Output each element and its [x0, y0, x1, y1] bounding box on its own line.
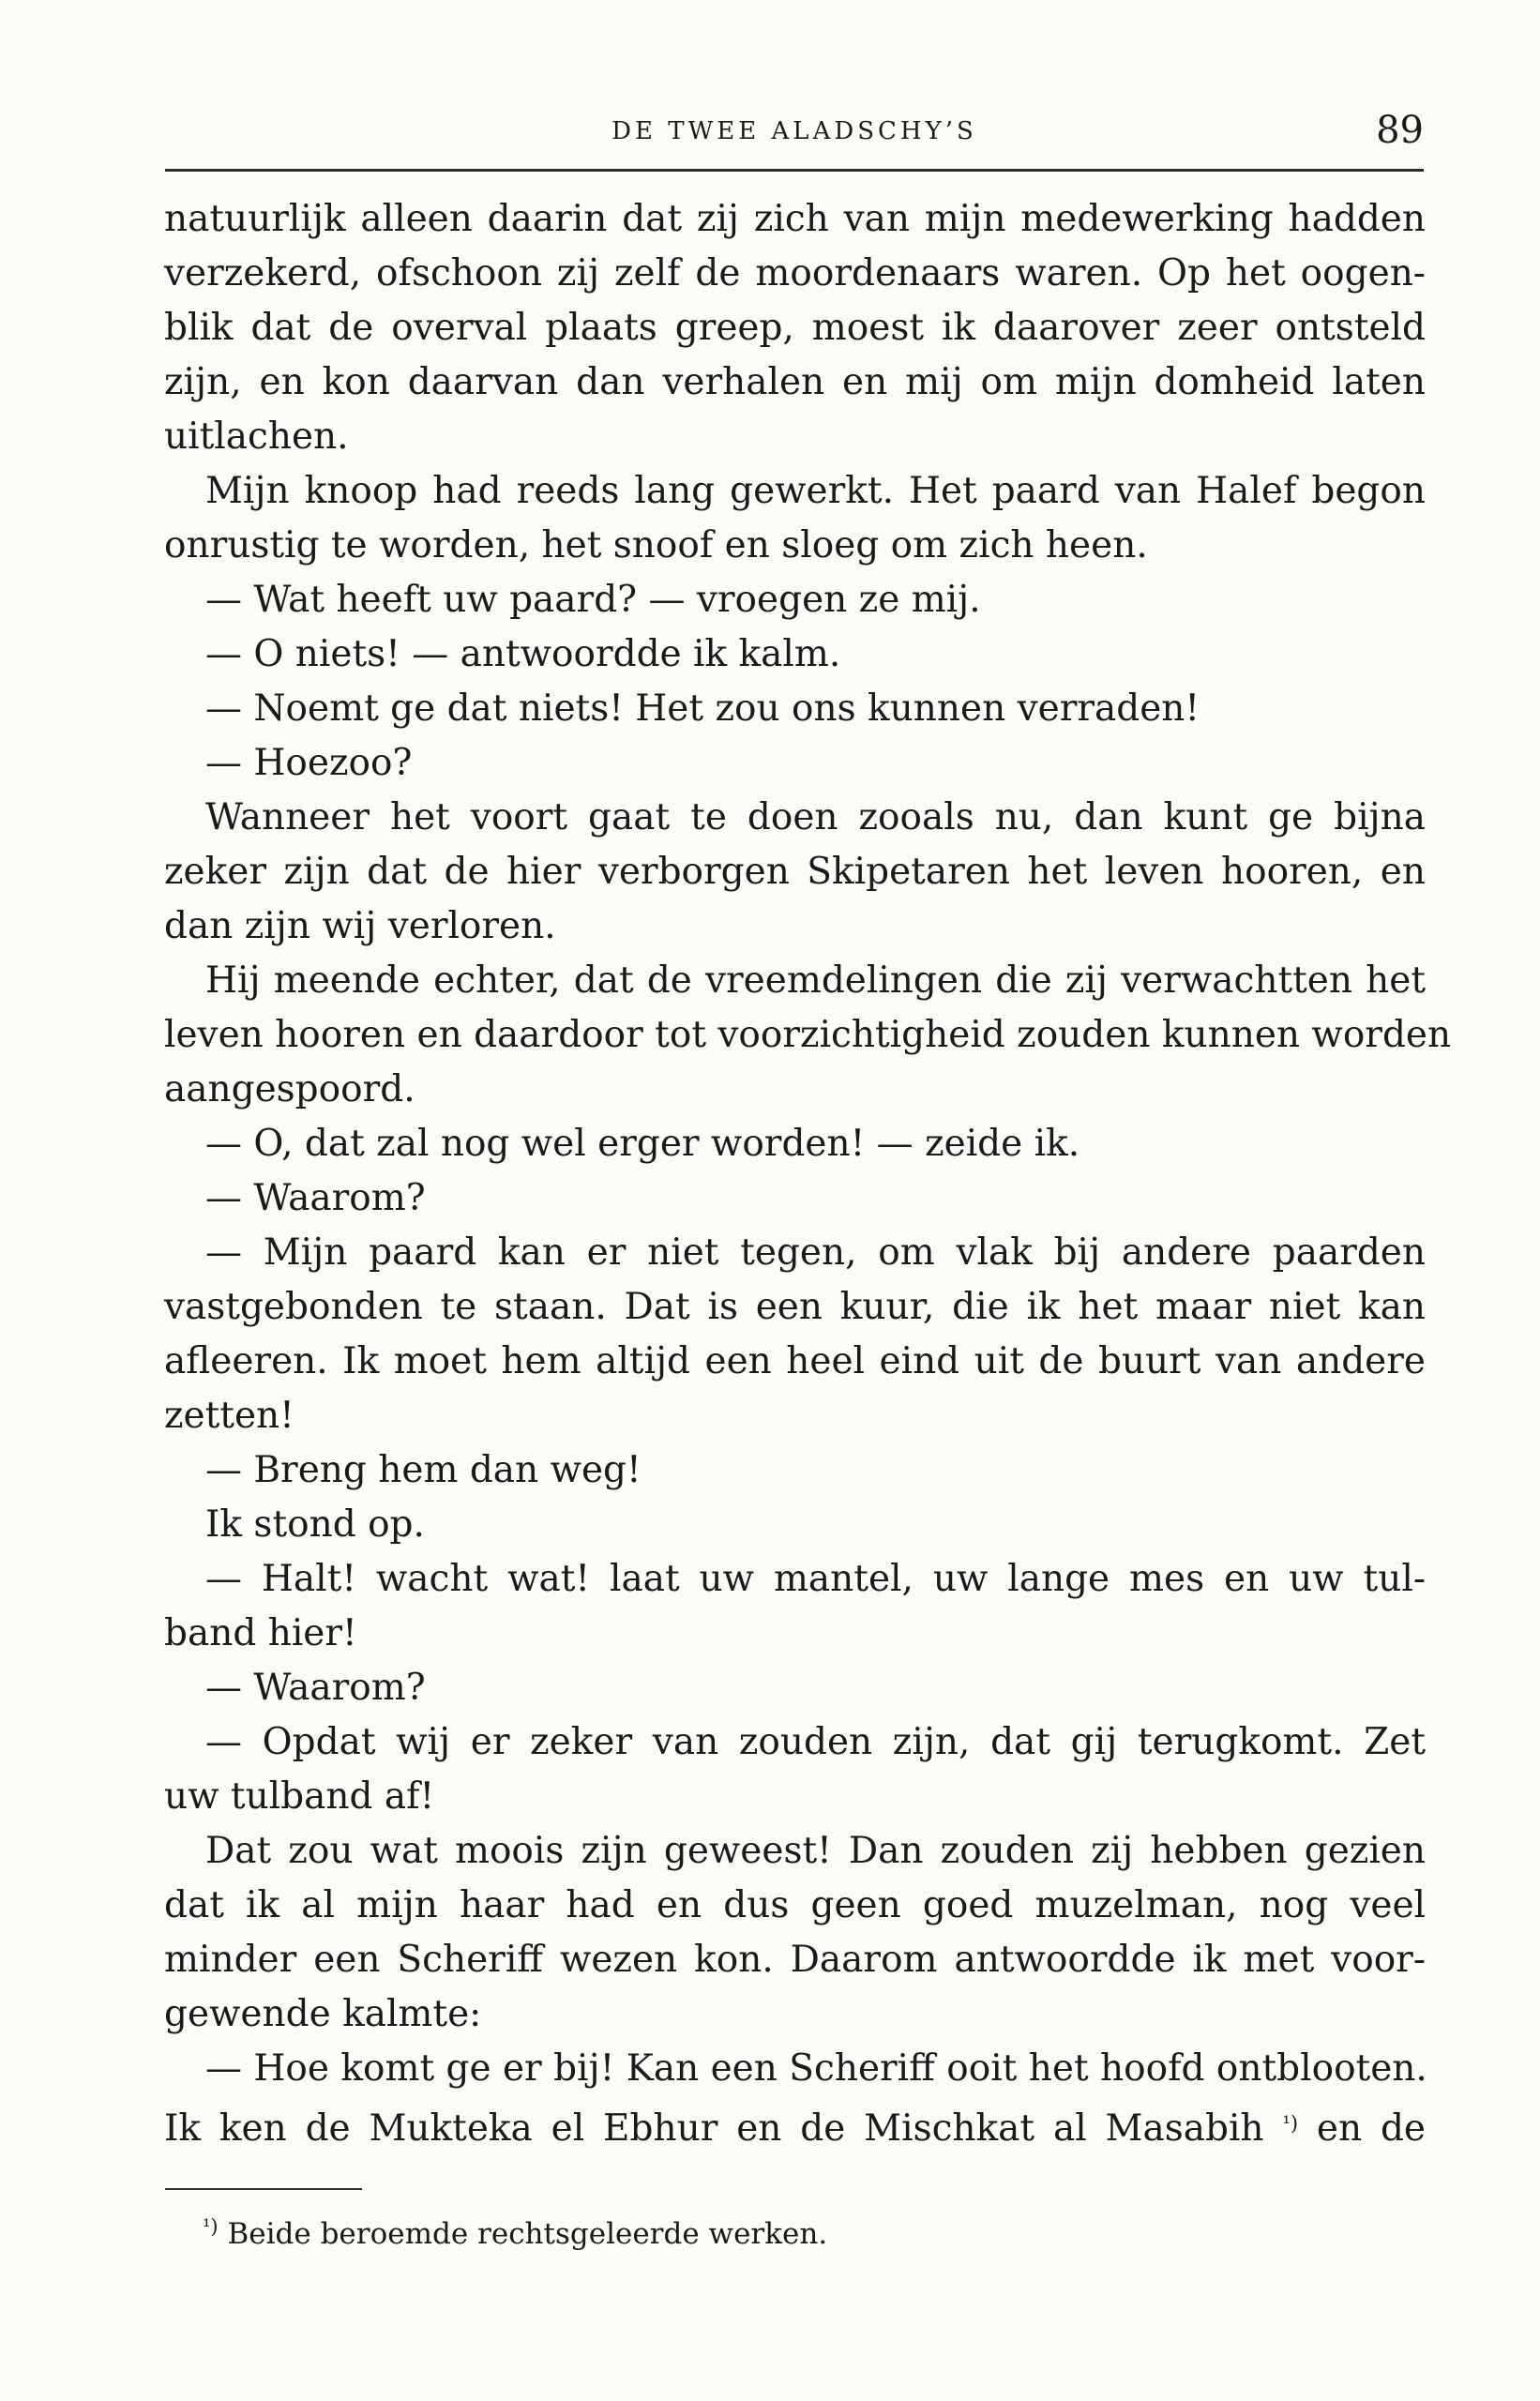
text-line: afleeren. Ik moet hem altijd een heel eind uit de buurt van andere [164, 1340, 1426, 1382]
text-line-with-footnote-ref [164, 2096, 1426, 2151]
text-line: — Halt! wacht wat! laat uw mantel, uw lange mes en uw tul- [205, 1558, 1426, 1600]
page-header [165, 111, 1424, 167]
footnote-rule [165, 2188, 362, 2190]
footnote-text: Beide beroemde rechtsgeleerde werken. [227, 2217, 828, 2251]
footnote-reference: ¹) [1282, 2112, 1299, 2135]
header-rule [165, 169, 1424, 172]
text-line: — O, dat zal nog wel erger worden! — zeide ik. [205, 1123, 1080, 1165]
text-line: — Waarom? [205, 1667, 426, 1709]
text-line: verzekerd, ofschoon zij zelf de moordenaars waren. Op het oogen- [164, 252, 1426, 294]
text-line: — Opdat wij er zeker van zouden zijn, dat gij terugkomt. Zet [205, 1721, 1426, 1763]
text-line: blik dat de overval plaats greep, moest ik daarover zeer ontsteld [164, 307, 1426, 349]
text-line: Wanneer het voort gaat te doen zooals nu, dan kunt ge bijna [205, 796, 1426, 838]
text-line: — Mijn paard kan er niet tegen, om vlak bij andere paarden [205, 1231, 1426, 1274]
text-line: aangespoord. [164, 1068, 415, 1110]
text-line: dat ik al mijn haar had en dus geen goed muzelman, nog veel [164, 1884, 1426, 1926]
text-line: dan zijn wij verloren. [164, 905, 556, 947]
text-line: vastgebonden te staan. Dat is een kuur, die ik het maar niet kan [164, 1286, 1426, 1328]
body-text [164, 192, 1452, 2151]
text-line: Dat zou wat moois zijn geweest! Dan zouden zij hebben gezien [205, 1830, 1426, 1872]
text-line: uitlachen. [164, 415, 349, 458]
text-line: natuurlijk alleen daarin dat zij zich van mijn medewerking hadden [164, 198, 1426, 240]
text-line: — Hoezoo? [205, 742, 413, 784]
text-line: minder een Scheriff wezen kon. Daarom antwoordde ik met voor- [164, 1939, 1426, 1981]
footnote-marker: ¹) [203, 2215, 219, 2238]
text-line: zetten! [164, 1395, 294, 1437]
text-fragment: en de [1316, 2107, 1426, 2150]
text-line: — Wat heeft uw paard? — vroegen ze mij. [205, 579, 981, 621]
running-title: DE TWEE ALADSCHY’S [611, 117, 977, 145]
text-line: leven hooren en daardoor tot voorzichtigheid zouden kunnen worden [164, 1014, 1452, 1056]
text-line: — Breng hem dan weg! [205, 1449, 642, 1491]
text-line: band hier! [164, 1612, 357, 1654]
text-line: — Waarom? [205, 1177, 426, 1219]
text-line: uw tulband af! [164, 1775, 435, 1818]
text-line: — Noemt ge dat niets! Het zou ons kunnen verraden! [205, 687, 1200, 730]
page-number: 89 [1376, 109, 1424, 152]
text-line: zijn, en kon daarvan dan verhalen en mij om mijn domheid laten [164, 361, 1426, 403]
footnote [203, 2206, 1140, 2255]
text-line: Mijn knoop had reeds lang gewerkt. Het paard van Halef begon [205, 470, 1426, 512]
text-line: Hij meende echter, dat de vreemdelingen die zij verwachtten het [205, 959, 1426, 1002]
text-fragment: Ik ken de Mukteka el Ebhur en de Mischkat al Masabih [164, 2107, 1264, 2150]
text-line: zeker zijn dat de hier verborgen Skipetaren het leven hooren, en [164, 851, 1426, 893]
text-line: — O niets! — antwoordde ik kalm. [205, 633, 841, 675]
text-line: — Hoe komt ge er bij! Kan een Scheriff ooit het hoofd ontblooten. [205, 2047, 1427, 2090]
text-line: Ik stond op. [205, 1503, 425, 1546]
text-line: gewende kalmte: [164, 1993, 482, 2035]
text-line: onrustig te worden, het snoof en sloeg om zich heen. [164, 524, 1148, 566]
